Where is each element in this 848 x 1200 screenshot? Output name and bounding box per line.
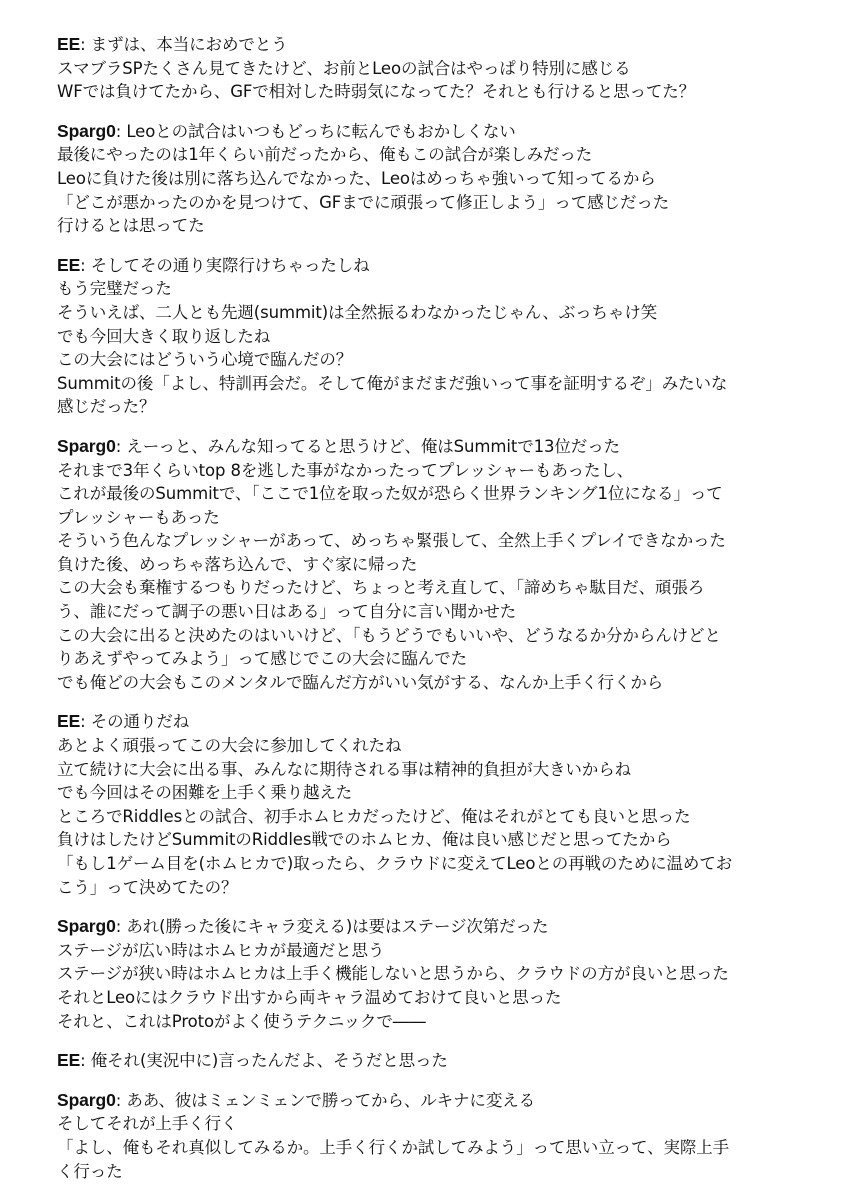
dialogue-first-line: [57, 435, 837, 459]
dialogue-text: この大会にはどういう心境で臨んだの？: [57, 350, 353, 370]
dialogue-line: [57, 372, 837, 396]
dialogue-line: [57, 1136, 837, 1160]
dialogue-line: [57, 1010, 837, 1034]
dialogue-text: 「もし1ゲーム目を(ホムヒカで)取ったら、クラウドに変えてLeoとの再戦のために温めてお: [57, 854, 733, 873]
dialogue-text: この大会に出ると決めたのはいいけど、「もうどうでもいいや、どうなるか分からんけどと: [57, 625, 721, 645]
dialogue-line: [57, 600, 837, 624]
dialogue-line: [57, 143, 837, 167]
speaker-name: EE: [57, 34, 81, 54]
speaker-name: Sparg0: [57, 120, 116, 141]
dialogue-line: [57, 781, 837, 805]
dialogue-text: : まずは、本当におめでとう: [80, 35, 288, 54]
dialogue-text: Leoに負けた後は別に落ち込んでなかった、Leoはめっちゃ強いって知ってるから: [57, 168, 656, 188]
dialogue-line: [57, 80, 837, 104]
dialogue-text: それまで3年くらいtop 8を逃した事がなかったってプレッシャーもあったし、: [57, 460, 634, 480]
dialogue-first-line: [57, 33, 837, 57]
dialogue-line: [57, 482, 837, 506]
dialogue-line: [57, 301, 837, 325]
dialogue-text: 負けた後、めっちゃ落ち込んで、すぐ家に帰った: [57, 554, 418, 574]
dialogue-line: [57, 986, 837, 1010]
dialogue-block: [57, 33, 837, 104]
dialogue-line: [57, 395, 837, 419]
dialogue-text: 最後にやったのは1年くらい前だったから、俺もこの試合が楽しみだった: [57, 145, 593, 165]
dialogue-line: [57, 506, 837, 530]
dialogue-line: [57, 852, 837, 876]
dialogue-text: : えーっと、みんな知ってると思うけど、俺はSummitで13位だった: [115, 436, 621, 456]
dialogue-text: それと、これはProtoがよく使うテクニックで――: [57, 1011, 426, 1031]
speaker-name: EE: [57, 1050, 81, 1071]
dialogue-block: [57, 915, 837, 1033]
dialogue-first-line: [57, 1089, 837, 1113]
dialogue-block: [57, 710, 837, 899]
dialogue-text: プレッシャーもあった: [57, 507, 220, 527]
dialogue-text: こう」って決めてたの？: [57, 877, 238, 897]
dialogue-line: [57, 828, 837, 852]
dialogue-text: 感じだった？: [57, 397, 156, 417]
dialogue-first-line: [57, 710, 837, 734]
dialogue-line: [57, 459, 837, 483]
dialogue-text: う、誰にだって調子の悪い日はある」って自分に言い聞かせた: [57, 602, 517, 622]
dialogue-text: : その通りだね: [80, 712, 190, 732]
dialogue-first-line: [57, 915, 837, 939]
speaker-name: Sparg0: [57, 435, 116, 456]
dialogue-text: そういう色んなプレッシャーがあって、めっちゃ緊張して、全然上手くプレイできなかった: [57, 531, 726, 551]
dialogue-text: ステージが広い時はホムヒカが最適だと思う: [57, 940, 385, 960]
dialogue-text: : Leoとの試合はいつもどっちに転んでもおかしくない: [115, 121, 516, 141]
dialogue-text: WFでは負けてたから、GFで相対した時弱気になってた？それとも行けると思ってた？: [57, 82, 696, 102]
dialogue-line: [57, 57, 837, 81]
dialogue-block: [57, 254, 837, 419]
dialogue-line: [57, 876, 837, 900]
dialogue-line: [57, 1112, 837, 1136]
dialogue-text: ステージが狭い時はホムヒカは上手く機能しないと思うから、クラウドの方が良いと思った: [57, 964, 729, 984]
dialogue-text: でも今回大きく取り返したね: [57, 326, 271, 346]
transcript: [57, 33, 837, 1199]
dialogue-line: [57, 277, 837, 301]
dialogue-text: もう完璧だった: [57, 279, 172, 299]
dialogue-line: [57, 734, 837, 758]
dialogue-line: [57, 671, 837, 695]
dialogue-line: [57, 647, 837, 671]
dialogue-text: Summitの後「よし、特訓再会だ。そして俺がまだまだ強いって事を証明するぞ」みたいな: [57, 373, 728, 393]
dialogue-line: [57, 348, 837, 372]
dialogue-line: [57, 624, 837, 648]
dialogue-text: でも俺どの大会もこのメンタルで臨んだ方がいい気がする、なんか上手く行くから: [57, 672, 664, 692]
dialogue-line: [57, 325, 837, 349]
dialogue-text: 「どこが悪かったのかを見つけて、GFまでに頑張って修正しよう」って感じだった: [57, 192, 670, 212]
dialogue-block: [57, 1089, 837, 1183]
dialogue-first-line: [57, 254, 837, 278]
dialogue-first-line: [57, 1049, 837, 1073]
dialogue-text: : あれ(勝った後にキャラ変える)は要はステージ次第だった: [115, 917, 549, 937]
dialogue-text: 「よし、俺もそれ真似してみるか。上手く行くか試してみよう」って思い立って、実際上手: [57, 1137, 730, 1157]
dialogue-block: [57, 1049, 837, 1073]
dialogue-text: スマブラSPたくさん見てきたけど、お前とLeoの試合はやっぱり特別に感じる: [57, 58, 631, 78]
dialogue-block: [57, 120, 837, 238]
dialogue-text: : そしてその通り実際行けちゃったしね: [80, 255, 370, 275]
dialogue-text: 立て続けに大会に出る事、みんなに期待される事は精神的負担が大きいからね: [57, 759, 632, 779]
dialogue-text: あとよく頑張ってこの大会に参加してくれたね: [57, 736, 402, 756]
dialogue-text: りあえずやってみよう」って感じでこの大会に臨んでた: [57, 649, 468, 669]
dialogue-text: く行った: [57, 1161, 123, 1181]
dialogue-text: 行けるとは思ってた: [57, 216, 205, 236]
dialogue-text: : ああ、彼はミェンミェンで勝ってから、ルキナに変える: [115, 1090, 536, 1110]
dialogue-text: そういえば、二人とも先週(summit)は全然振るわなかったじゃん、ぶっちゃけ笑: [57, 302, 658, 322]
dialogue-text: この大会も棄権するつもりだったけど、ちょっと考え直して、「諦めちゃ駄目だ、頑張ろ: [57, 578, 705, 598]
speaker-name: EE: [57, 254, 81, 275]
dialogue-first-line: [57, 120, 837, 144]
dialogue-text: ところでRiddlesとの試合、初手ホムヒカだったけど、俺はそれがとても良いと思った: [57, 806, 691, 826]
dialogue-line: [57, 553, 837, 577]
dialogue-text: でも今回はその困難を上手く乗り越えた: [57, 783, 353, 803]
dialogue-text: 負けはしたけどSummitのRiddles戦でのホムヒカ、俺は良い感じだと思ってたから: [57, 830, 672, 850]
speaker-name: Sparg0: [57, 916, 116, 937]
dialogue-line: [57, 191, 837, 215]
speaker-name: EE: [57, 711, 81, 732]
dialogue-text: そしてそれが上手く行く: [57, 1114, 238, 1134]
dialogue-text: それとLeoにはクラウド出すから両キャラ温めておけて良いと思った: [57, 987, 562, 1007]
dialogue-line: [57, 576, 837, 600]
dialogue-text: これが最後のSummitで、「ここで1位を取った奴が恐らく世界ランキング1位になる」って: [57, 484, 723, 504]
dialogue-line: [57, 529, 837, 553]
dialogue-line: [57, 214, 837, 238]
dialogue-line: [57, 758, 837, 782]
dialogue-line: [57, 1160, 837, 1184]
dialogue-block: [57, 435, 837, 695]
dialogue-line: [57, 167, 837, 191]
dialogue-text: : 俺それ(実況中に)言ったんだよ、そうだと思った: [80, 1051, 448, 1071]
dialogue-line: [57, 805, 837, 829]
dialogue-line: [57, 939, 837, 963]
dialogue-line: [57, 962, 837, 986]
speaker-name: Sparg0: [57, 1089, 116, 1110]
